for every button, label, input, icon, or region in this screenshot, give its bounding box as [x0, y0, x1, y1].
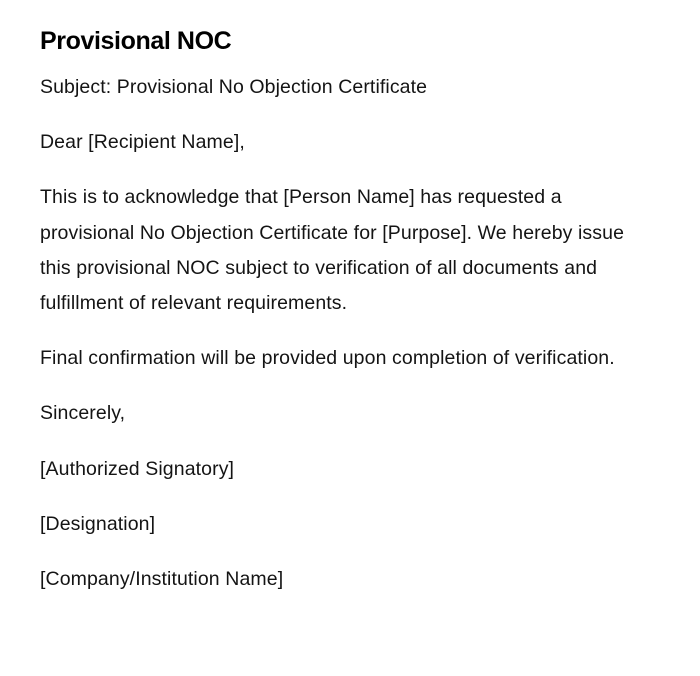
- salutation: Dear [Recipient Name],: [40, 131, 245, 154]
- closing: Sincerely,: [40, 402, 126, 425]
- signatory-designation: [Designation]: [40, 512, 156, 535]
- body-paragraph-confirmation: Final confirmation will be provided upon completion of verification.: [40, 347, 615, 370]
- body-paragraph-acknowledgement: This is to acknowledge that [Person Name] has requested a provisional No Objection Certificate for [Purpose]. We hereby issue this provisional NOC subject to verification of all documents and fulfillment of relevant requirements.: [40, 186, 625, 315]
- document-title: Provisional NOC: [40, 27, 232, 55]
- signatory-name: [Authorized Signatory]: [40, 457, 235, 480]
- organization-name: [Company/Institution Name]: [40, 568, 284, 591]
- subject-line: Subject: Provisional No Objection Certificate: [40, 76, 428, 98]
